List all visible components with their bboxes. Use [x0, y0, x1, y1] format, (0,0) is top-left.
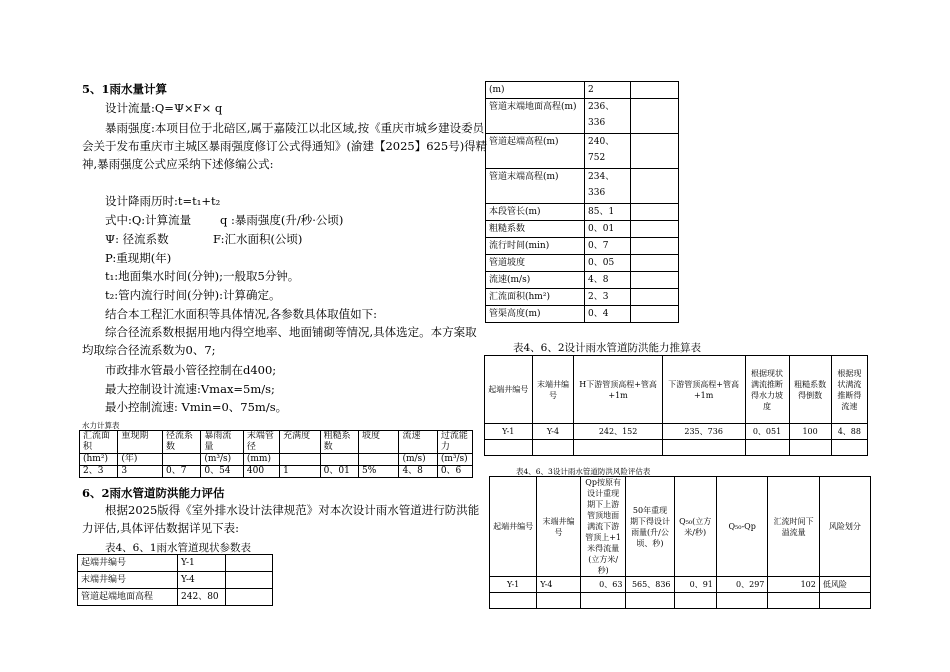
table-cell: [630, 238, 678, 255]
table-cell: 充满度: [280, 431, 320, 454]
table-cell: 粗糙系数: [486, 221, 585, 238]
table-cell: [532, 440, 574, 456]
table-cell: 低风险: [819, 577, 870, 593]
table-row: [78, 555, 273, 572]
table-cell: 235、736: [662, 424, 745, 440]
pipe-min-text: 市政排水管最小管径控制在d400;: [105, 363, 277, 377]
table-cell: [630, 255, 678, 272]
table-cell: 管道末端高程(m): [486, 169, 585, 204]
table-cell: 242、80: [178, 589, 225, 606]
table-cell: [537, 593, 581, 609]
table-cell: [674, 593, 716, 609]
table-cell: [630, 204, 678, 221]
table-row: [490, 577, 871, 593]
formula-p: P:重现期(年): [105, 251, 172, 265]
table-cell: 管道末端地面高程(m): [486, 99, 585, 134]
table-row: [80, 454, 473, 466]
table-cell: (m/s): [399, 454, 437, 466]
table-462: [484, 355, 868, 456]
table-cell: [580, 593, 626, 609]
table-cell: [630, 99, 678, 134]
section-heading-6-2: 6、2雨水管道防洪能力评估: [82, 486, 225, 500]
table-row: [486, 306, 679, 323]
table-row: [485, 424, 868, 440]
table-row: [78, 572, 273, 589]
formula-q2: q :暴雨强度(升/秒·公顷): [220, 213, 344, 227]
formula-psi: Ψ: 径流系数: [105, 232, 169, 246]
table-cell: 暴雨流量: [201, 431, 244, 454]
table-cell: 4、8: [585, 272, 631, 289]
table-cell: [359, 454, 399, 466]
table-cell: 0、051: [745, 424, 789, 440]
table-cell: (m³/s): [437, 454, 472, 466]
table-cell: (hm²): [80, 454, 118, 466]
water-table-caption: 水力计算表: [82, 421, 120, 430]
table-cell: Y-4: [537, 577, 581, 593]
vmin-text: 最小控制流速: Vmin=0、75m/s。: [105, 400, 288, 414]
table-cell: 起端井编号: [78, 555, 178, 572]
table-cell: 0、91: [674, 577, 716, 593]
table-cell: 根据现状满流推断得流速: [831, 356, 867, 424]
table-cell: [630, 289, 678, 306]
table-cell: 234、336: [585, 169, 631, 204]
table-cell: Qp按原有设计重现期下上游管顶地面满流下游管顶上+1米得流量(立方米/秒): [580, 477, 626, 577]
hydraulic-table: [79, 430, 473, 478]
paragraph-line: 综合径流系数根据用地内得空地率、地面铺砌等情况,具体选定。本方案取: [105, 325, 477, 339]
table-row: [486, 255, 679, 272]
design-flow-text: 设计流量:Q=Ψ×F× q: [105, 101, 223, 115]
table-cell: Q₅₀-Qp: [716, 477, 767, 577]
table-cell: (mm): [243, 454, 279, 466]
table-cell: [626, 593, 674, 609]
table-cell: 坡度: [359, 431, 399, 454]
paragraph-line: 暴雨强度:本项目位于北碚区,属于嘉陵江以北区域,按《重庆市城乡建设委员: [105, 121, 485, 135]
table-row: [486, 272, 679, 289]
table-cell: [630, 306, 678, 323]
table-cell: [630, 134, 678, 169]
table-cell: 242、152: [574, 424, 662, 440]
table-cell: 1: [280, 466, 320, 478]
formula-t2: t₂:管内流行时间(分钟):计算确定。: [105, 288, 281, 302]
table-cell: 4、88: [831, 424, 867, 440]
table-cell: [716, 593, 767, 609]
table-cell: 流行时间(min): [486, 238, 585, 255]
table-cell: 起端井编号: [490, 477, 537, 577]
table-cell: 3: [118, 466, 163, 478]
table-cell: 汇流面积(hm²): [486, 289, 585, 306]
table-cell: [162, 454, 200, 466]
table-cell: Y-4: [532, 424, 574, 440]
table-cell: 管道起端地面高程: [78, 589, 178, 606]
table-row: [486, 134, 679, 169]
table-row: [486, 221, 679, 238]
table-row: [486, 82, 679, 99]
table-cell: 0、4: [585, 306, 631, 323]
table-cell: 2、3: [80, 466, 118, 478]
table-cell: [831, 440, 867, 456]
table-cell: (年): [118, 454, 163, 466]
table-cell: 0、01: [320, 466, 358, 478]
table-cell: 2: [585, 82, 631, 99]
table-cell: 565、836: [626, 577, 674, 593]
table-cell: 径流系数: [162, 431, 200, 454]
table-cell: 末端管径: [243, 431, 279, 454]
table-cell: 5%: [359, 466, 399, 478]
table-cell: [630, 82, 678, 99]
table-cell: 本段管长(m): [486, 204, 585, 221]
table-cell: 85、1: [585, 204, 631, 221]
table-cell: [630, 221, 678, 238]
table-cell: (m): [486, 82, 585, 99]
table-cell: 0、6: [437, 466, 472, 478]
vmax-text: 最大控制设计流速:Vmax=5m/s;: [105, 382, 275, 396]
table-cell: H下游管顶高程+管高+1m: [574, 356, 662, 424]
table-cell: [574, 440, 662, 456]
table-cell: 0、63: [580, 577, 626, 593]
table-461: [77, 554, 273, 606]
table-cell: [225, 572, 273, 589]
section-heading-5-1: 5、1雨水量计算: [82, 82, 168, 96]
table-row: [80, 466, 473, 478]
table-461-caption: 表4、6、1雨水管道现状参数表: [105, 542, 252, 554]
table-463: [489, 476, 871, 609]
table-row: [78, 589, 273, 606]
design-duration-text: 设计降雨历时:t=t₁+t₂: [105, 194, 221, 208]
table-cell: 0、05: [585, 255, 631, 272]
table-cell: [485, 440, 533, 456]
table-cell: [320, 454, 358, 466]
table-cell: (m³/s): [201, 454, 244, 466]
table-row: [490, 593, 871, 609]
table-cell: 下游管顶高程+管高+1m: [662, 356, 745, 424]
table-cell: 管道起端高程(m): [486, 134, 585, 169]
table-row: [486, 169, 679, 204]
table-cell: [789, 440, 831, 456]
table-row: [485, 440, 868, 456]
table-cell: 流速(m/s): [486, 272, 585, 289]
table-462-caption: 表4、6、2设计雨水管道防洪能力推算表: [513, 342, 702, 354]
table-cell: 0、7: [162, 466, 200, 478]
table-cell: 流速: [399, 431, 437, 454]
paragraph-line: 力评估,具体评估数据详见下表:: [82, 521, 240, 535]
table-cell: [745, 440, 789, 456]
table-cell: 管道坡度: [486, 255, 585, 272]
table-row: [486, 99, 679, 134]
table-cell: 粗糙系数得倒数: [789, 356, 831, 424]
table-cell: [662, 440, 745, 456]
table-cell: [225, 555, 273, 572]
table-row: [486, 289, 679, 306]
table-cell: [490, 593, 537, 609]
table-row: [486, 204, 679, 221]
table-cell: 0、01: [585, 221, 631, 238]
table-cell: 0、297: [716, 577, 767, 593]
table-cell: 过流能力: [437, 431, 472, 454]
table-461-continued: [485, 81, 679, 323]
table-row: [80, 431, 473, 454]
formula-t1: t₁:地面集水时间(分钟);一般取5分钟。: [105, 269, 300, 283]
table-cell: 粗糙系数: [320, 431, 358, 454]
table-cell: 4、8: [399, 466, 437, 478]
table-cell: [225, 589, 273, 606]
table-cell: Y-4: [178, 572, 225, 589]
table-cell: 236、336: [585, 99, 631, 134]
table-cell: 起端井编号: [485, 356, 533, 424]
table-cell: 汇流时间下溢流量: [768, 477, 819, 577]
table-cell: 100: [789, 424, 831, 440]
formula-f: F:汇水面积(公顷): [213, 232, 303, 246]
table-cell: [280, 454, 320, 466]
table-row: [490, 477, 871, 577]
table-cell: 50年重现期下得设计雨量(升/公顷、秒): [626, 477, 674, 577]
table-cell: 2、3: [585, 289, 631, 306]
table-row: [485, 356, 868, 424]
combine-text: 结合本工程汇水面积等具体情况,各参数具体取值如下:: [105, 307, 378, 321]
paragraph-line: 均取综合径流系数为0、7;: [82, 343, 216, 357]
table-cell: 根据现状满流推断得水力坡度: [745, 356, 789, 424]
table-cell: 末端井编号: [532, 356, 574, 424]
table-cell: 管渠高度(m): [486, 306, 585, 323]
table-cell: 240、752: [585, 134, 631, 169]
table-cell: 0、54: [201, 466, 244, 478]
table-cell: [630, 272, 678, 289]
table-row: [486, 238, 679, 255]
table-cell: 102: [768, 577, 819, 593]
paragraph-line: 根据2025版得《室外排水设计法律规范》对本次设计雨水管道进行防洪能: [105, 503, 480, 517]
table-cell: 汇流面积: [80, 431, 118, 454]
table-cell: [630, 169, 678, 204]
table-cell: Q₅₀(立方米/秒): [674, 477, 716, 577]
table-cell: 末端井编号: [78, 572, 178, 589]
paragraph-line: 会关于发布重庆市主城区暴雨强度修订公式得通知》(渝建【2025】625号)得精: [82, 139, 488, 153]
table-cell: 风险划分: [819, 477, 870, 577]
formula-q: 式中:Q:计算流量: [105, 213, 192, 227]
table-cell: 400: [243, 466, 279, 478]
table-cell: 重现期: [118, 431, 163, 454]
table-cell: 0、7: [585, 238, 631, 255]
table-cell: [819, 593, 870, 609]
paragraph-line: 神,暴雨强度公式应采纳下述修编公式:: [82, 157, 274, 171]
table-cell: [768, 593, 819, 609]
table-463-caption: 表4、6、3设计雨水管道防洪风险评估表: [516, 467, 651, 476]
table-cell: 末端井编号: [537, 477, 581, 577]
table-cell: Y-1: [490, 577, 537, 593]
table-cell: Y-1: [485, 424, 533, 440]
table-cell: Y-1: [178, 555, 225, 572]
